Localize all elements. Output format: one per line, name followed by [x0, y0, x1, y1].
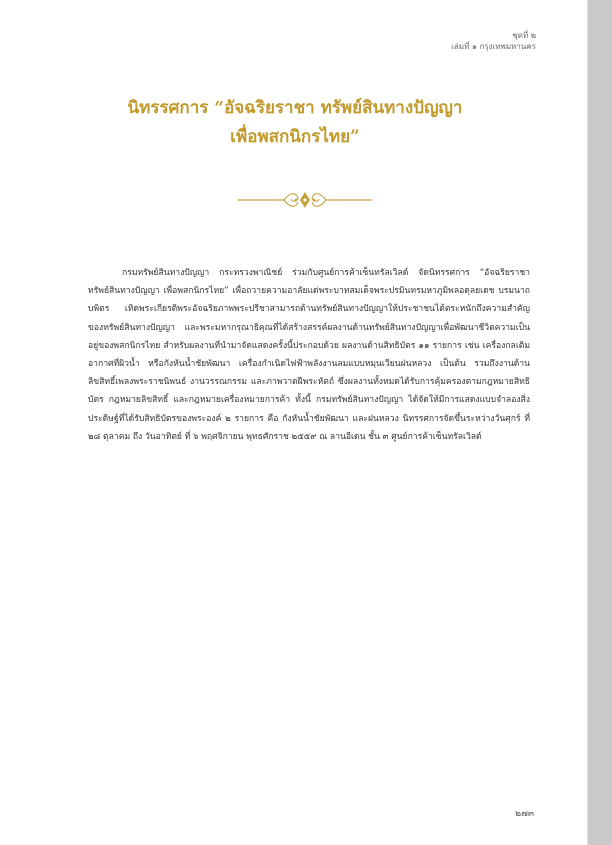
page-title-line-1: นิทรรศการ “อัจฉริยราชา ทรัพย์สินทางปัญญา [127, 98, 463, 118]
page-number: ๒๗๓ [515, 809, 534, 819]
header-line-1: ชุดที่ ๒ [512, 31, 536, 40]
header-info [451, 30, 536, 52]
side-strip [588, 0, 612, 845]
body-text [88, 264, 530, 446]
gold-flourish-divider-icon [236, 186, 374, 214]
page-title-line-2: เพื่อพสกนิกรไทย” [230, 127, 360, 147]
body-paragraph: กรมทรัพย์สินทางปัญญา กระทรวงพาณิชย์ ร่วมกับศูนย์การค้าเซ็นทรัลเวิลด์ จัดนิทรรศการ “อัจฉริยราชา ทรัพย์สินทางปัญญา เพื่อพสกนิกรไทย” เพื่อถวายความอาลัยแด่พระบาทสมเด็จพระปรมินทรมหาภูมิพลอดุลยเดช บรมนาถบพิตร เทิดพระเกียรติพระอัจฉริยภาพพระปรีชาสามารถด้านทรัพย์สินทางปัญญาให้ประชาชนได้ตระหนักถึงความสำคัญของทรัพย์สินทางปัญญา และพระมหากรุณาธิคุณที่ได้สร้างสรรค์ผลงานด้านทรัพย์สินทางปัญญาเพื่อพัฒนาชีวิตความเป็นอยู่ของพสกนิกรไทย สำหรับผลงานที่นำมาจัดแสดงครั้งนี้ประกอบด้วย ผลงานด้านสิทธิบัตร ๑๑ รายการ เช่น เครื่องกลเติมอากาศที่ผิวน้ำ หรือกังหันน้ำชัยพัฒนา เครื่องกำเนิดไฟฟ้าพลังงานลมแบบหมุนเวียนฝนหลวง เป็นต้น รวมถึงงานด้านลิขสิทธิ์เพลงพระราชนิพนธ์ งานวรรณกรรม และภาพวาดฝีพระหัตถ์ ซึ่งผลงานทั้งหมดได้รับการคุ้มครองตามกฎหมายสิทธิบัตร กฎหมายลิขสิทธิ์ และกฎหมายเครื่องหมายการค้า ทั้งนี้ กรมทรัพย์สินทางปัญญา ได้จัดให้มีการแสดงแบบจำลองสิ่งประดิษฐ์ที่ได้รับสิทธิบัตรของพระองค์ ๒ รายการ คือ กังหันน้ำชัยพัฒนา และฝนหลวง นิทรรศการจัดขึ้นระหว่างวันศุกร์ ที่ ๒๘ ตุลาคม ถึง วันอาทิตย์ ที่ ๖ พฤศจิกายน พุทธศักราช ๒๕๕๙ ณ ลานอีเดน ชั้น ๓ ศูนย์การค้าเซ็นทรัลเวิลด์ [88, 268, 530, 442]
header-line-2: เล่มที่ ๑ กรุงเทพมหานคร [451, 42, 536, 51]
